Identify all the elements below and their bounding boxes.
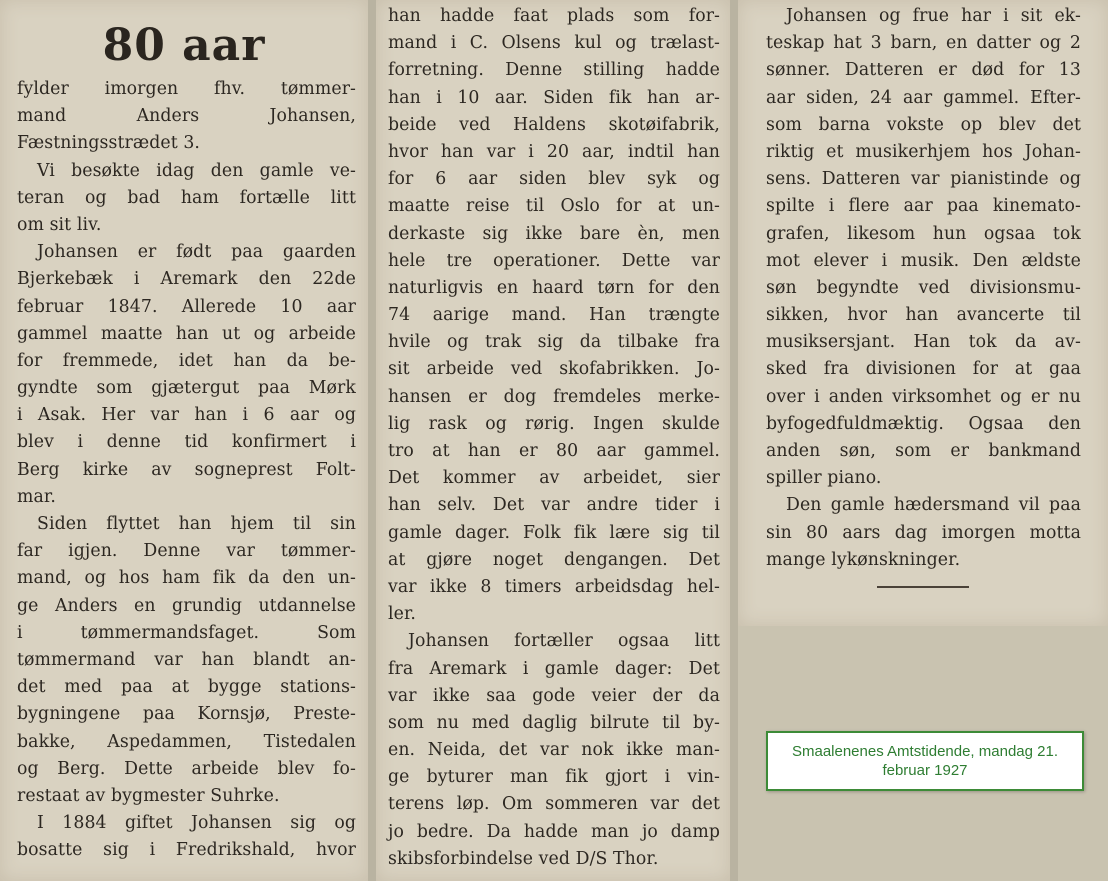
text-line: ge Anders en grundig utdannelse <box>17 595 356 616</box>
end-rule <box>877 586 969 588</box>
text-line: over i anden virksomhet og er nu <box>766 386 1081 407</box>
text-line: han i 10 aar. Siden fik han ar- <box>388 87 720 108</box>
text-line: som barna vokste op blev det <box>766 114 1081 135</box>
text-line: mot elever i musik. Den ældste <box>766 250 1081 271</box>
clipping-column-1 <box>0 0 368 881</box>
column-gutter <box>730 0 738 881</box>
text-line: for 6 aar siden blev syk og <box>388 169 720 190</box>
text-line: naturligvis en haard tørn for den <box>388 277 720 298</box>
text-line: mange lykønskninger. <box>766 549 961 570</box>
text-line: Johansen fortæller ogsaa litt <box>408 631 720 652</box>
clipping-column-2 <box>376 0 730 881</box>
text-line: forretning. Denne stilling hadde <box>388 60 720 81</box>
clipping-column-3 <box>738 0 1108 626</box>
text-line: hvor han var i 20 aar, indtil han <box>388 141 720 162</box>
text-line: sit arbeide ved skofabrikken. Jo- <box>388 359 720 380</box>
text-line: om sit liv. <box>17 214 102 235</box>
text-line: teran og bad ham fortælle litt <box>17 187 356 208</box>
text-line: spiller piano. <box>766 468 882 489</box>
source-caption <box>766 731 1084 791</box>
text-line: gamle dager. Folk fik lære sig til <box>388 522 720 543</box>
text-line: var ikke saa gode veier der da <box>388 685 720 706</box>
text-line: februar 1847. Allerede 10 aar <box>17 296 356 317</box>
text-line: sikken, hvor han avancerte til <box>766 305 1081 326</box>
text-line: gyndte som gjætergut paa Mørk <box>17 378 356 399</box>
text-line: grafen, likesom hun ogsaa tok <box>766 223 1081 244</box>
text-line: hansen er dog fremdeles merke- <box>388 386 720 407</box>
text-line: derkaste sig ikke bare èn, men <box>388 223 720 244</box>
text-line: aar siden, 24 aar gammel. Efter- <box>766 87 1081 108</box>
text-line: han hadde faat plads som for- <box>388 6 720 26</box>
text-line: bosatte sig i Fredrikshald, hvor <box>17 840 356 861</box>
text-line: for fremmede, idet han da be- <box>17 350 356 371</box>
column-3-text <box>738 3 1108 574</box>
text-line: skibsforbindelse ved D/S Thor. <box>388 848 659 869</box>
text-line: som nu med daglig bilrute til by- <box>388 712 720 733</box>
text-line: det med paa at bygge stations- <box>17 677 356 698</box>
text-line: beide ved Haldens skotøifabrik, <box>388 114 720 135</box>
text-line: maatte reise til Oslo for at un- <box>388 196 720 217</box>
text-line: fra Aremark i gamle dager: Det <box>388 658 720 679</box>
text-line: lig rask og rørig. Ingen skulde <box>388 413 720 434</box>
text-line: Berg kirke av sogneprest Folt- <box>17 459 356 480</box>
text-line: musiksersjant. Han tok da av- <box>766 332 1081 353</box>
text-line: bakke, Aspedammen, Tistedalen <box>17 731 356 752</box>
text-line: riktig et musikerhjem hos Johan- <box>766 141 1081 162</box>
column-1-text <box>0 76 368 864</box>
text-line: bygningene paa Kornsjø, Preste- <box>17 704 356 725</box>
text-line: søn begyndte ved divisionsmu- <box>766 277 1081 298</box>
text-line: I 1884 giftet Johansen sig og <box>37 813 356 834</box>
text-line: Siden flyttet han hjem til sin <box>37 514 356 534</box>
text-line: blev i denne tid konfirmert i <box>17 432 356 453</box>
text-line: Fæstningsstrædet 3. <box>17 133 201 154</box>
text-line: mar. <box>17 486 56 507</box>
text-line: 74 aarige mand. Han trængte <box>388 305 720 326</box>
text-line: han selv. Det var andre tider i <box>388 495 720 516</box>
text-line: far igjen. Denne var tømmer- <box>17 541 356 562</box>
text-line: i tømmermandsfaget. Som <box>17 622 356 643</box>
column-2-text <box>376 3 730 873</box>
text-line: Johansen er født paa gaarden <box>37 242 356 263</box>
text-line: tro at han er 80 aar gammel. <box>388 441 720 461</box>
text-line: var ikke 8 timers arbeidsdag hel- <box>388 576 720 597</box>
text-line: tømmermand var han blandt an- <box>17 649 356 670</box>
column-gutter <box>368 0 376 881</box>
text-line: teskap hat 3 barn, en datter og 2 <box>766 33 1081 54</box>
text-line: at gjøre noget dengangen. Det <box>388 549 720 570</box>
text-line: Det kommer av arbeidet, sier <box>388 468 720 489</box>
text-line: sønner. Datteren er død for 13 <box>766 60 1081 81</box>
text-line: sked fra divisionen for at gaa <box>766 359 1081 380</box>
text-line: mand Anders Johansen, <box>17 106 356 127</box>
text-line: Johansen og frue har i sit ek- <box>786 6 1081 26</box>
article-headline: 80 aar <box>102 20 266 71</box>
text-line: ge byturer man fik gjort i vin- <box>388 767 720 788</box>
text-line: restaat av bygmester Suhrke. <box>17 785 280 806</box>
text-line: Vi besøkte idag den gamle ve- <box>37 160 356 181</box>
text-line: byfogedfuldmæktig. Ogsaa den <box>766 413 1081 434</box>
text-line: mand, og hos ham fik da den un- <box>17 568 356 589</box>
text-line: Bjerkebæk i Aremark den 22de <box>17 269 356 290</box>
text-line: terens løp. Om sommeren var det <box>388 794 720 815</box>
text-line: fylder imorgen fhv. tømmer- <box>17 79 356 99</box>
text-line: en. Neida, det var nok ikke man- <box>388 740 720 761</box>
text-line: gammel maatte han ut og arbeide <box>17 323 356 344</box>
text-line: ler. <box>388 604 417 625</box>
text-line: jo bedre. Da hadde man jo damp <box>388 821 720 842</box>
text-line: hvile og trak sig da tilbake fra <box>388 332 720 353</box>
text-line: Den gamle hædersmand vil paa <box>786 495 1081 516</box>
text-line: i Asak. Her var han i 6 aar og <box>17 405 356 426</box>
text-line: hele tre operationer. Dette var <box>388 250 720 271</box>
text-line: sin 80 aars dag imorgen motta <box>766 522 1081 543</box>
text-line: anden søn, som er bankmand <box>766 441 1081 461</box>
text-line: sens. Datteren var pianistinde og <box>766 169 1081 190</box>
text-line: spilte i flere aar paa kinemato- <box>766 196 1081 217</box>
text-line: og Berg. Dette arbeide blev fo- <box>17 758 356 779</box>
source-caption-text: Smaalenenes Amtstidende, mandag 21. februar 1927 <box>791 743 1058 779</box>
text-line: mand i C. Olsens kul og trælast- <box>388 33 720 54</box>
